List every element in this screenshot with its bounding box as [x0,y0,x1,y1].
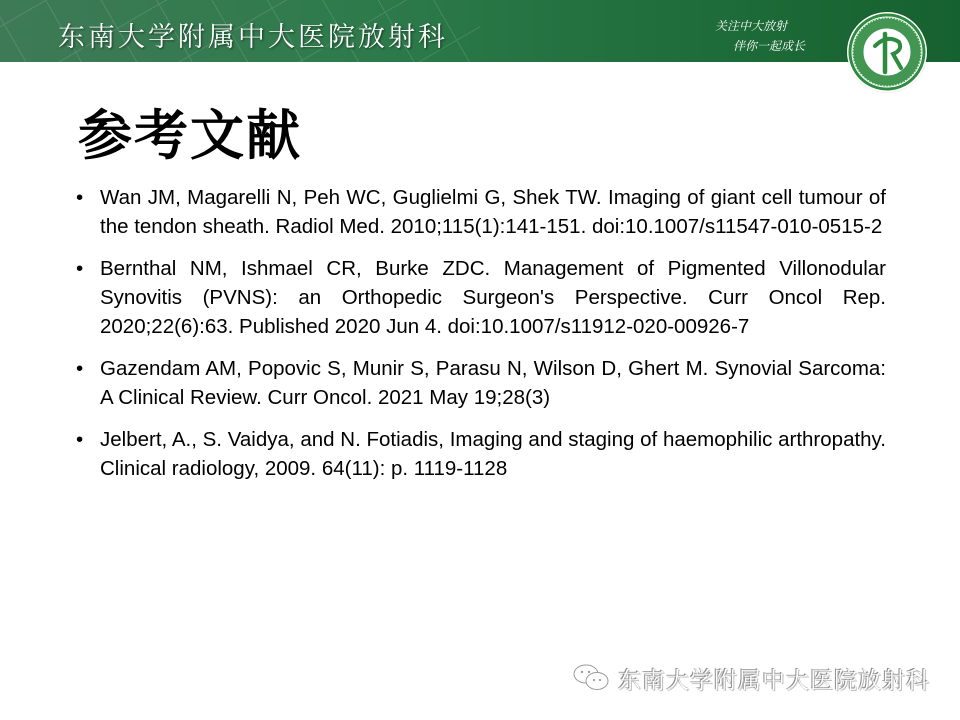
wechat-icon [572,663,612,693]
reference-text: Jelbert, A., S. Vaidya, and N. Fotiadis, Imaging and staging of haemophilic arthropathy. Clinical radiology, 2009. 64(11): p. 1119-1128 [100,428,886,480]
reference-item [76,354,886,412]
institution-name: 东南大学附属中大医院放射科 [58,22,448,53]
slogan [715,16,835,56]
radiology-department-logo-icon [847,12,927,92]
slogan-line-2: 伴你一起成长 [733,39,806,53]
bullet-icon: • [76,257,84,280]
slide-header [0,0,960,62]
bullet-icon: • [76,428,84,451]
reference-text: Bernthal NM, Ishmael CR, Burke ZDC. Management of Pigmented Villonodular Synovitis (PVNS): an Orthopedic Surgeon's Perspective. Curr Oncol Rep. 2020;22(6):63. Published 2020 Jun 4. doi:10.1007/s11912-020-00926-7 [100,257,886,338]
reference-item [76,254,886,341]
bullet-icon: • [76,186,84,209]
reference-text: Gazendam AM, Popovic S, Munir S, Parasu N, Wilson D, Ghert M. Synovial Sarcoma: A Clinical Review. Curr Oncol. 2021 May 19;28(3) [100,357,886,409]
watermark-text: 东南大学附属中大医院放射科 [618,666,930,693]
reference-item [76,425,886,483]
page-title: 参考文献 [78,104,302,167]
bullet-icon: • [76,357,84,380]
reference-list [76,183,886,496]
slogan-line-1: 关注中大放射 [715,19,788,33]
reference-item [76,183,886,241]
reference-text: Wan JM, Magarelli N, Peh WC, Guglielmi G, Shek TW. Imaging of giant cell tumour of the tendon sheath. Radiol Med. 2010;115(1):141-151. doi:10.1007/s11547-010-0515-2 [100,186,886,238]
wechat-watermark [572,660,930,696]
